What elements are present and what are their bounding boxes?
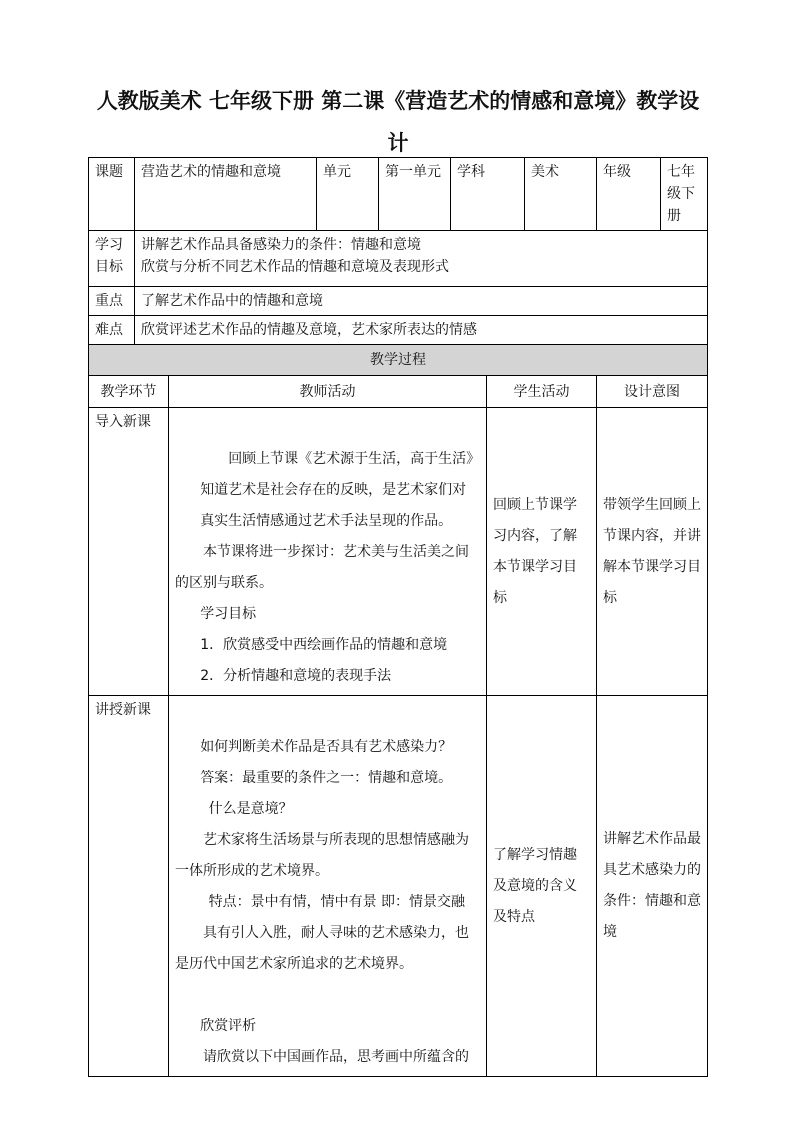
design-intent-text: 带领学生回顾上节课内容，并讲解本节课学习目标 [603,496,701,606]
process-header-row [89,345,708,376]
teacher-paragraph: 特点：景中有情，情中有景 即：情景交融 [208,894,466,910]
key-point-value: 了解艺术作品中的情趣和意境 [135,287,708,316]
student-activity-text: 回顾上节课学习内容，了解本节课学习目标 [493,496,577,606]
teacher-paragraph: 欣赏评析 [200,1018,257,1034]
lesson-plan-table [88,157,708,1077]
student-activity-text: 了解学习情趣及意境的含义及特点 [493,846,577,925]
difficulty-label: 难点 [89,316,135,345]
teacher-paragraph: 如何判断美术作品是否具有艺术感染力？ [200,739,453,755]
spacer [175,980,480,1011]
topic-value: 营造艺术的情趣和意境 [135,158,317,231]
goal-line: 讲解艺术作品具备感染力的条件：情趣和意境 [141,237,421,253]
student-activity [487,408,597,696]
difficulty-value: 欣赏评述艺术作品的情趣及意境，艺术家所表达的情感 [135,316,708,345]
teacher-paragraph: 学习目标 [200,606,257,622]
subject-label: 学科 [451,158,525,231]
teacher-paragraph: 什么是意境？ [208,801,293,817]
info-row [89,158,708,231]
key-point-label: 重点 [89,287,135,316]
column-header-row [89,376,708,408]
topic-label: 课题 [89,158,135,231]
teacher-paragraph: 请欣赏以下中国画作品，思考画中所蕴含的 [203,1049,469,1065]
design-intent [597,408,708,696]
teacher-activity [169,696,487,1077]
difficulty-row [89,316,708,345]
teacher-activity [169,408,487,696]
goals-row [89,231,708,287]
lesson-row-intro [89,408,708,696]
teacher-paragraph: 答案：最重要的条件之一：情趣和意境。 [200,770,453,786]
teacher-paragraph: 艺术家将生活场景与所表现的思想情感融为一体所形成的艺术境界。 [175,832,469,879]
subject-value: 美术 [525,158,597,231]
column-student-header: 学生活动 [487,376,597,408]
document-title: 人教版美术 七年级下册 第二课《营造艺术的情感和意境》教学设计 [96,89,700,155]
stage-cell: 导入新课 [89,408,169,696]
design-intent-text: 讲解艺术作品最具艺术感染力的条件：情趣和意境 [603,831,701,940]
goals-label: 学习目标 [89,231,135,287]
student-activity [487,696,597,1077]
design-intent [597,696,708,1077]
teacher-paragraph: 1．欣赏感受中西绘画作品的情趣和意境 [200,637,448,653]
teacher-paragraph: 具有引人入胜，耐人寻味的艺术感染力，也是历代中国艺术家所追求的艺术境界。 [175,925,469,972]
column-teacher-header: 教师活动 [169,376,487,408]
stage-cell: 讲授新课 [89,696,169,1077]
teacher-paragraph: 回顾上节课《艺术源于生活，高于生活》知道艺术是社会存在的反映，是艺术家们对真实生活情感通过艺术手法呈现的作品。 [200,451,474,529]
unit-value: 第一单元 [379,158,451,231]
column-stage-header: 教学环节 [89,376,169,408]
teacher-paragraph: 2．分析情趣和意境的表现手法 [200,668,392,684]
key-point-row [89,287,708,316]
goals-content [135,231,708,287]
grade-value: 七年级下册 [661,158,708,231]
lesson-row-new [89,696,708,1077]
process-header: 教学过程 [89,345,708,376]
teacher-paragraph: 本节课将进一步探讨：艺术美与生活美之间的区别与联系。 [175,544,469,591]
goal-line: 欣赏与分析不同艺术作品的情趣和意境及表现形式 [141,259,449,275]
unit-label: 单元 [317,158,379,231]
column-intent-header: 设计意图 [597,376,708,408]
grade-label: 年级 [597,158,661,231]
